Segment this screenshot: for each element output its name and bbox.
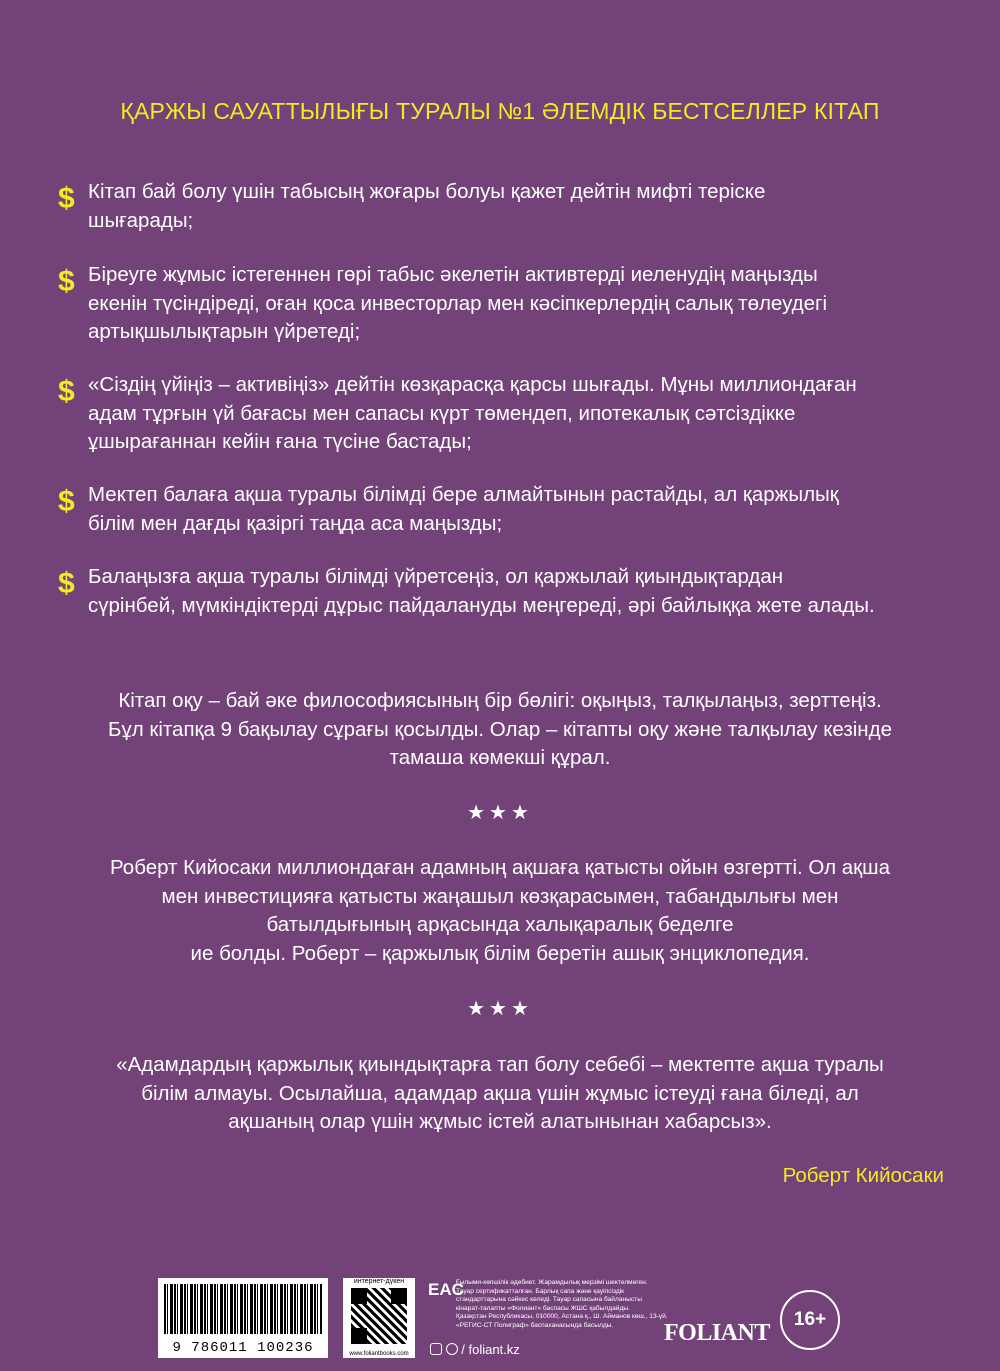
age-rating-badge: 16+	[780, 1290, 840, 1350]
paragraph-line: тамаша көмекші құрал.	[389, 746, 611, 769]
dollar-icon: $	[58, 567, 75, 600]
bullet-line: «Сіздің үйіңіз – активіңіз» дейтін көзқарасқа қарсы шығады. Мұны миллиондаған	[88, 373, 857, 396]
intro-paragraph	[40, 687, 960, 773]
paragraph-line: Роберт Кийосаки миллиондаған адамның ақшаға қатысты ойын өзгертті. Ол ақша	[110, 856, 890, 879]
bullet-text	[88, 261, 968, 347]
facebook-icon	[446, 1343, 458, 1355]
stars-divider: ★★★	[467, 802, 533, 824]
legal-line: «РЕГИС-СТ Полиграф» баспаханасында басылды.	[456, 1321, 614, 1329]
bullet-line: Балаңызға ақша туралы білімді үйретсеңіз, ол қаржылай қиындықтардан	[88, 565, 784, 588]
bullet-line: сүрінбей, мүмкіндіктерді дұрыс пайдалануды меңгереді, әрі байлыққа жете алады.	[88, 593, 875, 617]
qr-url: www.foliantbooks.com	[349, 1351, 409, 1357]
legal-line: кінарат-талапты «Фолиант» баспасы ЖШС қабылдайды.	[456, 1304, 630, 1312]
stars-divider: ★★★	[467, 998, 533, 1020]
dollar-icon: $	[58, 375, 75, 408]
quote-author: Роберт Кийосаки	[782, 1164, 944, 1187]
isbn-number: 9 786011 100236	[172, 1340, 314, 1356]
instagram-icon	[430, 1343, 442, 1355]
bullet-line: ұшырағаннан кейін ғана түсіне бастады;	[88, 430, 472, 453]
quote-paragraph	[40, 1051, 960, 1137]
eac-mark: EAC	[428, 1280, 464, 1299]
dollar-icon: $	[58, 182, 75, 215]
bullet-line: Мектеп балаға ақша туралы білімді бере алмайтынын растайды, ал қаржылық	[88, 483, 839, 506]
legal-line: стандарттарына сәйкес келеді. Тауар сапасына байланысты	[456, 1296, 642, 1304]
paragraph-line: ие болды. Роберт – қаржылық білім беретін ашық энциклопедия.	[190, 941, 810, 965]
paragraph-line: мен инвестицияға қатысты жаңашыл көзқарасымен, табандылығы мен	[161, 884, 839, 908]
bullet-text	[88, 481, 968, 538]
legal-line: Тауар сертификатталған. Барлық сапа және қауіпсіздік	[456, 1287, 625, 1295]
barcode-bars	[164, 1284, 322, 1334]
bullet-text	[88, 563, 968, 620]
bullet-line: Біреуге жұмыс істегеннен гөрі табыс әкелетін активтерді иеленудің маңызды	[88, 263, 818, 286]
qr-label: интернет-дүкен	[353, 1278, 405, 1285]
bullet-line: шығарады;	[88, 208, 194, 232]
bullet-line: екенін түсіндіреді, оған қоса инвесторлар мен кәсіпкерлердің салық төлеудегі	[88, 291, 828, 315]
legal-line: Ғылыми-көпшілік әдебиет. Жарамдылық мерзімі шектелмеген.	[456, 1279, 648, 1286]
social-link[interactable]	[430, 1342, 520, 1357]
publisher-logo: FOLIANT	[664, 1320, 770, 1346]
social-url: / foliant.kz	[461, 1342, 520, 1357]
legal-info	[456, 1279, 676, 1331]
bullet-line: білім мен дағды қазіргі таңда аса маңызды;	[88, 511, 503, 535]
paragraph-line: Бұл кітапқа 9 бақылау сұрағы қосылды. Олар – кітапты оқу және талқылау кезінде	[108, 717, 892, 741]
quote-line: «Адамдардың қаржылық қиындықтарға тап болу себебі – мектепте ақша туралы	[116, 1053, 884, 1076]
barcode	[158, 1278, 328, 1358]
author-paragraph	[40, 854, 960, 968]
dollar-icon: $	[58, 485, 75, 518]
paragraph-line: батылдығының арқасында халықаралық беделге	[266, 913, 734, 936]
qr-code-block[interactable]	[343, 1278, 415, 1358]
headline: ҚАРЖЫ САУАТТЫЛЫҒЫ ТУРАЛЫ №1 ӘЛЕМДІК БЕСТСЕЛЛЕР КІТАП	[120, 98, 880, 124]
paragraph-line: Кітап оқу – бай әке философиясының бір бөлігі: оқыңыз, талқылаңыз, зерттеңіз.	[118, 689, 882, 712]
legal-line: Қазақстан Республикасы, 010000, Астана қ., Ш. Айманов көш., 13-үй.	[456, 1313, 668, 1321]
quote-line: ақшаның олар үшін жұмыс істей алатынынан хабарсыз».	[228, 1110, 772, 1133]
qr-code-icon	[351, 1288, 407, 1344]
bullet-text	[88, 178, 968, 235]
dollar-icon: $	[58, 265, 75, 298]
quote-line: білім алмауы. Осылайша, адамдар ақша үшін жұмыс істеуді ғана біледі, ал	[141, 1081, 859, 1105]
bullet-text	[88, 371, 968, 457]
bullet-line: Кітап бай болу үшін табысың жоғары болуы қажет дейтін мифті теріске	[88, 180, 766, 203]
bullet-line: артықшылықтарын үйретеді;	[88, 320, 361, 343]
bullet-line: адам тұрғын үй бағасы мен сапасы күрт төмендеп, ипотекалық сәтсіздікке	[88, 401, 796, 425]
